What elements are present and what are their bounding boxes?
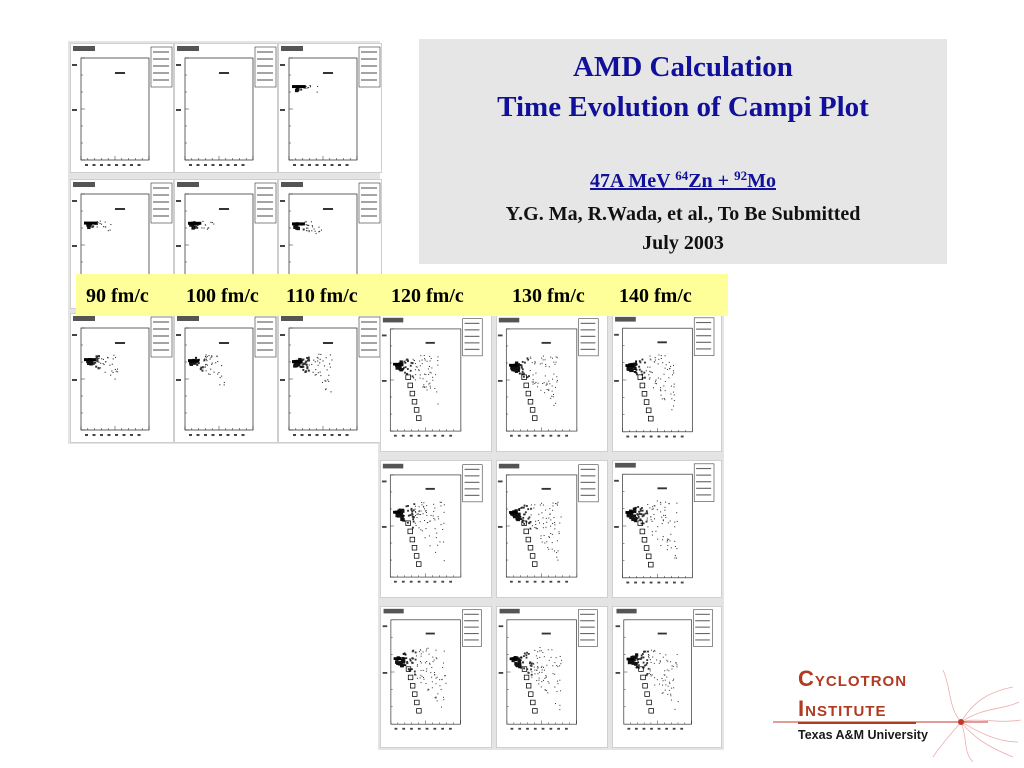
campi-plot-panel bbox=[380, 606, 492, 748]
campi-plot-panel bbox=[70, 313, 174, 443]
campi-plot-panel bbox=[174, 43, 278, 173]
title-line-1: AMD Calculation bbox=[573, 51, 793, 83]
reaction-mass-a: 64 bbox=[675, 168, 689, 183]
campi-plot-panel bbox=[278, 43, 382, 173]
panel-graphic bbox=[175, 44, 279, 174]
logo-university: Texas A&M University bbox=[798, 728, 928, 742]
panel-graphic bbox=[381, 607, 485, 737]
campi-plot-panel bbox=[174, 313, 278, 443]
panel-graphic bbox=[381, 461, 485, 591]
campi-plot-panel bbox=[496, 460, 608, 598]
panel-graphic bbox=[71, 314, 175, 444]
panel-graphic bbox=[613, 461, 717, 591]
title-line-2: Time Evolution of Campi Plot bbox=[497, 91, 869, 123]
reaction-energy: 47A MeV bbox=[590, 170, 676, 192]
panel-graphic bbox=[497, 461, 601, 591]
panel-graphic bbox=[175, 314, 279, 444]
logo-word-cyclotron: Cyclotron bbox=[798, 666, 908, 691]
panel-graphic bbox=[497, 315, 601, 445]
time-label: 90 fm/c bbox=[86, 285, 149, 307]
campi-plot-panel bbox=[612, 314, 722, 452]
time-label-strip bbox=[76, 274, 728, 316]
campi-plot-panel bbox=[612, 460, 722, 598]
panel-graphic bbox=[279, 314, 383, 444]
time-label: 140 fm/c bbox=[619, 285, 692, 307]
time-label: 120 fm/c bbox=[391, 285, 464, 307]
date-line: July 2003 bbox=[642, 232, 724, 254]
panel-graphic bbox=[613, 607, 717, 737]
authors-line: Y.G. Ma, R.Wada, et al., To Be Submitted bbox=[505, 203, 861, 225]
time-label: 130 fm/c bbox=[512, 285, 585, 307]
panel-graphic bbox=[279, 44, 383, 174]
title-box bbox=[419, 39, 947, 264]
panel-graphic bbox=[497, 607, 601, 737]
panel-graphic bbox=[613, 315, 717, 445]
campi-plot-panel bbox=[612, 606, 722, 748]
campi-plot-panel bbox=[380, 314, 492, 452]
reaction-element-b: Mo bbox=[747, 170, 776, 192]
cyclotron-institute-logo bbox=[773, 662, 1023, 762]
reaction-label bbox=[419, 170, 947, 193]
panel-graphic bbox=[71, 44, 175, 174]
campi-plot-panel bbox=[496, 606, 608, 748]
panel-graphic bbox=[381, 315, 485, 445]
logo-word-institute: Institute bbox=[798, 696, 887, 721]
campi-plot-panel bbox=[278, 313, 382, 443]
logo-divider bbox=[798, 722, 916, 724]
time-label: 100 fm/c bbox=[186, 285, 259, 307]
campi-plot-panel bbox=[380, 460, 492, 598]
campi-plot-panel bbox=[70, 43, 174, 173]
reaction-element-a: Zn + bbox=[688, 170, 735, 192]
campi-plot-panel bbox=[496, 314, 608, 452]
reaction-mass-b: 92 bbox=[734, 168, 748, 183]
time-label: 110 fm/c bbox=[286, 285, 358, 307]
